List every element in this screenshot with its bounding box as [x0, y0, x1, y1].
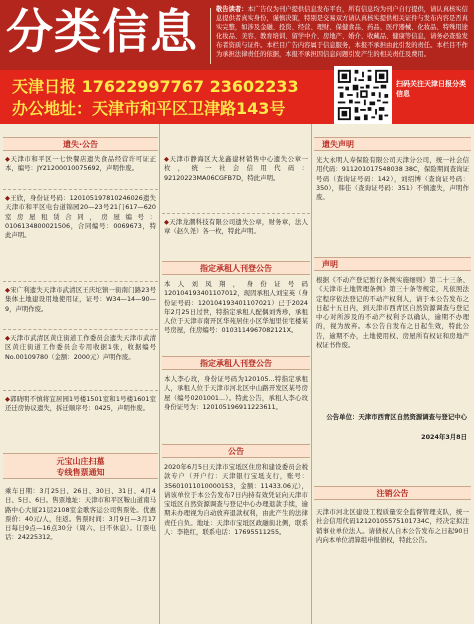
section-header-lost: 遗失·公告 — [3, 137, 158, 151]
notice-divider — [3, 329, 158, 330]
notice-item: ◆宋广利遗失天津市武清区王庆坨镇一街南门路23号集体土地建设用地使用证，证号：W34—14—90—9，声明作废。 — [5, 286, 156, 313]
qr-label: 扫码关注天津日报分类信息 — [396, 80, 466, 98]
section-header-cancellation: 注销公告 — [314, 486, 471, 500]
gazette-notice: 2020年6月5日天津市宝坻区住房和建设委员会税款专户（开户行：天津银行宝坻支行，账号：35601011010000153，金额：11433.06元），请该单位于本公告发布7日内持有效凭证向天津市宝坻区自然资源调查与登记中心办理退款手续，逾期未办理视为自动放弃退款权利，由此产生的法律责任自负。地址：天津市宝坻区政融街北侧，联系人：李艳红，联系电话：17695511255。 — [164, 463, 308, 536]
notice-text: 本广告仅为刊户提供信息发布平台，所有信息均为刊户自行提供，请认真核实信息提供者真实身份，谨慎决策，特别是交易双方请认真核实提供相关证件与发布内容是否真实完整，如涉及金融、投资、经营、理财、保健食品、药品、医疗器械、化妆品、特殊用途化妆品、美容、教育培训、留学中介、房地产、婚介、收藏品、健康等信息，请务必查验发布者资质与证件。本栏目广告内容属于信息服务，本报不承担由此引发的责任。本栏目不作为承担法律责任的依据，本报不承担因信息问题引发产生的相关责任及费用。 — [216, 6, 468, 58]
notice-item: ◆王欣，身份证号码：120105197810246026遗失天津市和平区电台道锦园20—23号21门617—620室房屋租赁合同，房屋编号：0106134800021506，合同编号：0069673，特此声明。 — [5, 194, 157, 240]
column-rule — [311, 124, 312, 624]
sale-title-line2: 专线售票通知 — [56, 468, 105, 477]
notice-divider — [3, 189, 158, 190]
declaration-text: 根据《不动产登记暂行条例实施细则》第二十三条、《天津市土地管理条例》第三十条等规定，凡依照法定程序依法登记的不动产权利人，请于本公告发布之日起十五日内，到天津市西青区自然资源调查与登记中心对所涉及的不动产权利予以确认，逾期不办理的，视为放弃。本公告自发布之日起生效，特此公告，逾期不办，土地使用权、房屋所有权证和房地产权证书作废。 — [316, 276, 469, 349]
section-header-lost-statement: 遗失声明 — [314, 137, 471, 151]
cancellation-text: 天津市河北区建设工程质量安全监督管理支队，统一社会信用代码12120105575101734C，经决定拟注销事业单位法人。请债权人自本公告发布之日起90日内向本单位清算组申报债权，特此公告。 — [316, 508, 469, 544]
notice-item: ◆天津龙潮科技有限公司遗失公章，财务章，法人章（赵久尧）各一枚，特此声明。 — [164, 218, 309, 236]
header-divider — [210, 8, 211, 64]
declaration-signature: 公告单位：天津市西青区自然资源调查与登记中心 — [326, 413, 467, 421]
qr-code-icon[interactable] — [334, 66, 392, 124]
section-header-lessee-2: 指定承租人刊登公告 — [162, 356, 310, 370]
notice-divider — [3, 281, 158, 282]
declaration-date: 2024年3月8日 — [421, 433, 467, 441]
header-banner — [0, 0, 474, 70]
notice-item: ◆天津市和平区一七快餐店遗失食品经营许可证正本，编号：JY21200010075692，声明作废。 — [5, 155, 156, 173]
notice-item: ◆郭晓明不慎将宜居园1号楼1501室和1号楼1601室还迁房协议遗失，拆迁顺序号：0425，声明作废。 — [5, 395, 156, 413]
office-address: 办公地址：天津市和平区卫津路143号 — [12, 99, 286, 118]
lessee-notice-1: 本人刘凤翔，身份证号码120104193401107012，现因承租人刘宝英（身份证号码：120104193401107021）已于2024年2月25日过世，特指定承租人配偶刘秀珍，承租人位于天津市南开区华苑居住小区华旭里住宅楼某号房屋，住房编号：0103114967082121X。 — [164, 280, 308, 335]
notice-item: ◆天津市静海区大龙鑫建材销售中心遗失公章一枚，统一社会信用代码：92120223MA06CGFB7D，特此声明。 — [164, 155, 308, 182]
column-left — [3, 124, 158, 624]
column-right — [314, 124, 471, 624]
column-rule — [159, 124, 160, 624]
section-header-gazette: 公告 — [162, 444, 310, 458]
contact-phone: 天津日报 17622997767 23602233 — [12, 77, 299, 96]
lost-statement-text: 光大永明人寿保险有限公司天津分公司，统一社会信用代码：911201017548038 38C，保险期间查询证号码（查询证号码：142），刘绍博（查询证号码：350），韩佳（查询证号码：351）不慎遗失，声明作废。 — [316, 156, 469, 202]
bus-ticket-notice: 乘车日期：3月25日、26日、30日、31日、4月4日、5日、6日。售票地址：天津市和平区鞍山道南马路中心大厦21层2108室金歌客运公司售票处。优惠票价：40元/人，往返。售票时间：3月9日—3月17日每日9点—16点30分（周六、日不休息）。订票电话：24225312。 — [5, 487, 156, 542]
reader-notice — [216, 6, 468, 60]
notice-divider — [3, 390, 158, 391]
section-header-declaration: 声明 — [314, 257, 471, 271]
sale-title-line1: 元宝山庄扫墓 — [56, 457, 105, 466]
section-header-bus-tickets — [3, 453, 158, 479]
column-middle — [162, 124, 310, 624]
notice-divider — [162, 213, 310, 214]
notice-item: ◆天津市武清区黄庄街道工作委员会遗失天津市武清区黄庄街道工作委员会专用收据1张，收据编号No.00109780（金额：2000元）声明作废。 — [5, 334, 156, 361]
page-title: 分类信息 — [6, 5, 198, 60]
notice-title: 敬告读者： — [216, 6, 248, 13]
section-header-lessee-1: 指定承租人刊登公告 — [162, 261, 310, 275]
lessee-notice-2: 本人李心玫，身份证号码为120105...特指定承租人，承租人位于天津市河北区中山路开发区某号房屋（编号0201001...）。特此公告，承租人李心玫身份证号为：120105196911223611。 — [164, 375, 308, 411]
